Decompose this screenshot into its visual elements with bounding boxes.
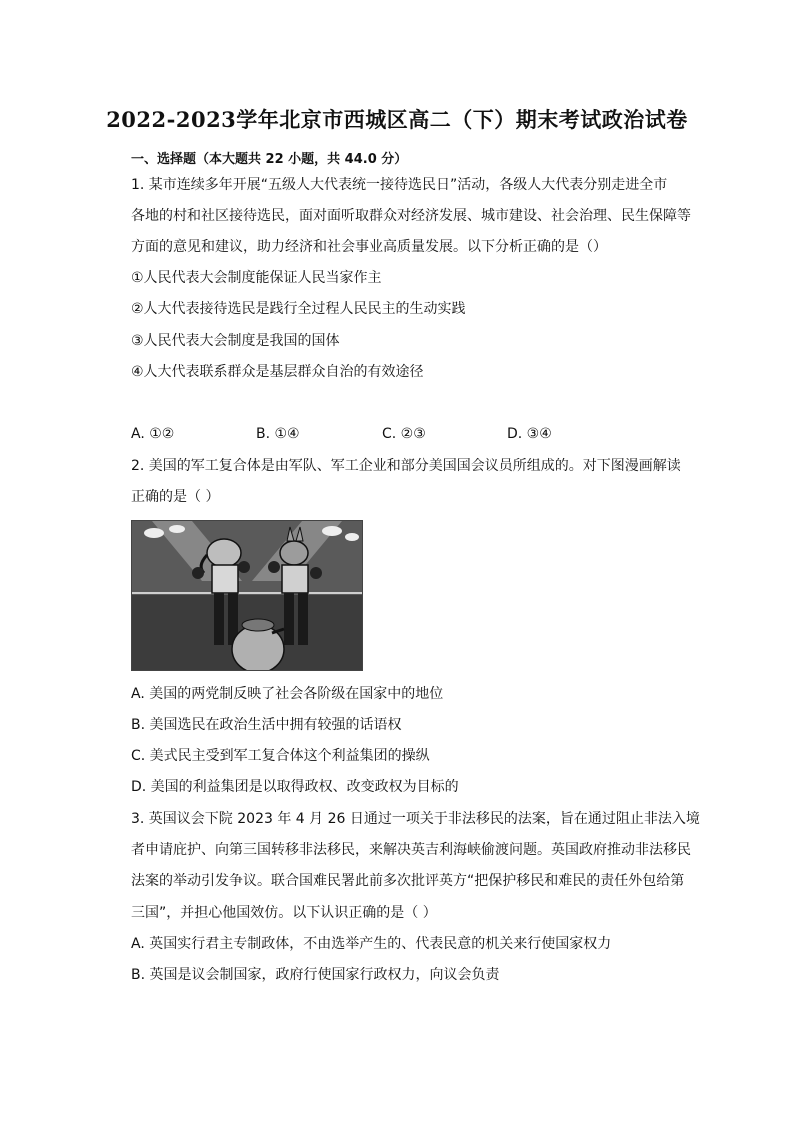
q1-item-2: ②人大代表接待选民是践行全过程人民民主的生动实践	[131, 301, 466, 317]
q1-stem-line-3: 方面的意见和建议，助力经济和社会事业高质量发展。以下分析正确的是（）	[131, 239, 607, 255]
q1-item-1: ①人民代表大会制度能保证人民当家作主	[131, 270, 382, 286]
q1-option-a: A. ①②	[131, 426, 175, 442]
q3-option-a: A. 英国实行君主专制政体，不由选举产生的、代表民意的机关来行使国家权力	[131, 936, 612, 952]
q1-option-b: B. ①④	[256, 426, 300, 442]
q2-stem-line-2: 正确的是（ ）	[131, 489, 220, 505]
q2-option-d: D. 美国的利益集团是以取得政权、改变政权为目标的	[131, 779, 459, 795]
exam-title: 2022-2023学年北京市西城区高二（下）期末考试政治试卷	[106, 107, 688, 132]
q2-option-a: A. 美国的两党制反映了社会各阶级在国家中的地位	[131, 686, 444, 702]
cartoon-illustration	[132, 521, 362, 670]
q3-stem-line-1: 3. 英国议会下院 2023 年 4 月 26 日通过一项关于非法移民的法案，旨在通过阻止非法入境	[131, 811, 700, 827]
q1-stem-line-2: 各地的村和社区接待选民，面对面听取群众对经济发展、城市建设、社会治理、民生保障等	[131, 208, 691, 224]
q2-stem-line-1: 2. 美国的军工复合体是由军队、军工企业和部分美国国会议员所组成的。对下图漫画解读	[131, 458, 681, 474]
q1-stem-line-1: 1. 某市连续多年开展“五级人大代表统一接待选民日”活动，各级人大代表分别走进全市	[131, 177, 668, 193]
q3-stem-line-2: 者申请庇护、向第三国转移非法移民，来解决英吉利海峡偷渡问题。英国政府推动非法移民	[131, 842, 691, 858]
section-heading: 一、选择题（本大题共 22 小题，共 44.0 分）	[131, 152, 408, 167]
q3-stem-line-4: 三国”，并担心他国效仿。以下认识正确的是（ ）	[131, 905, 437, 921]
q1-option-d: D. ③④	[507, 426, 552, 442]
q1-item-3: ③人民代表大会制度是我国的国体	[131, 333, 340, 349]
q3-option-b: B. 英国是议会制国家，政府行使国家行政权力，向议会负责	[131, 967, 500, 983]
q3-stem-line-3: 法案的举动引发争议。联合国难民署此前多次批评英方“把保护移民和难民的责任外包给第	[131, 873, 685, 889]
q2-option-c: C. 美式民主受到军工复合体这个利益集团的操纵	[131, 748, 430, 764]
q1-option-c: C. ②③	[382, 426, 426, 442]
cartoon-image	[131, 520, 363, 671]
q1-item-4: ④人大代表联系群众是基层群众自治的有效途径	[131, 364, 424, 380]
q2-option-b: B. 美国选民在政治生活中拥有较强的话语权	[131, 717, 402, 733]
